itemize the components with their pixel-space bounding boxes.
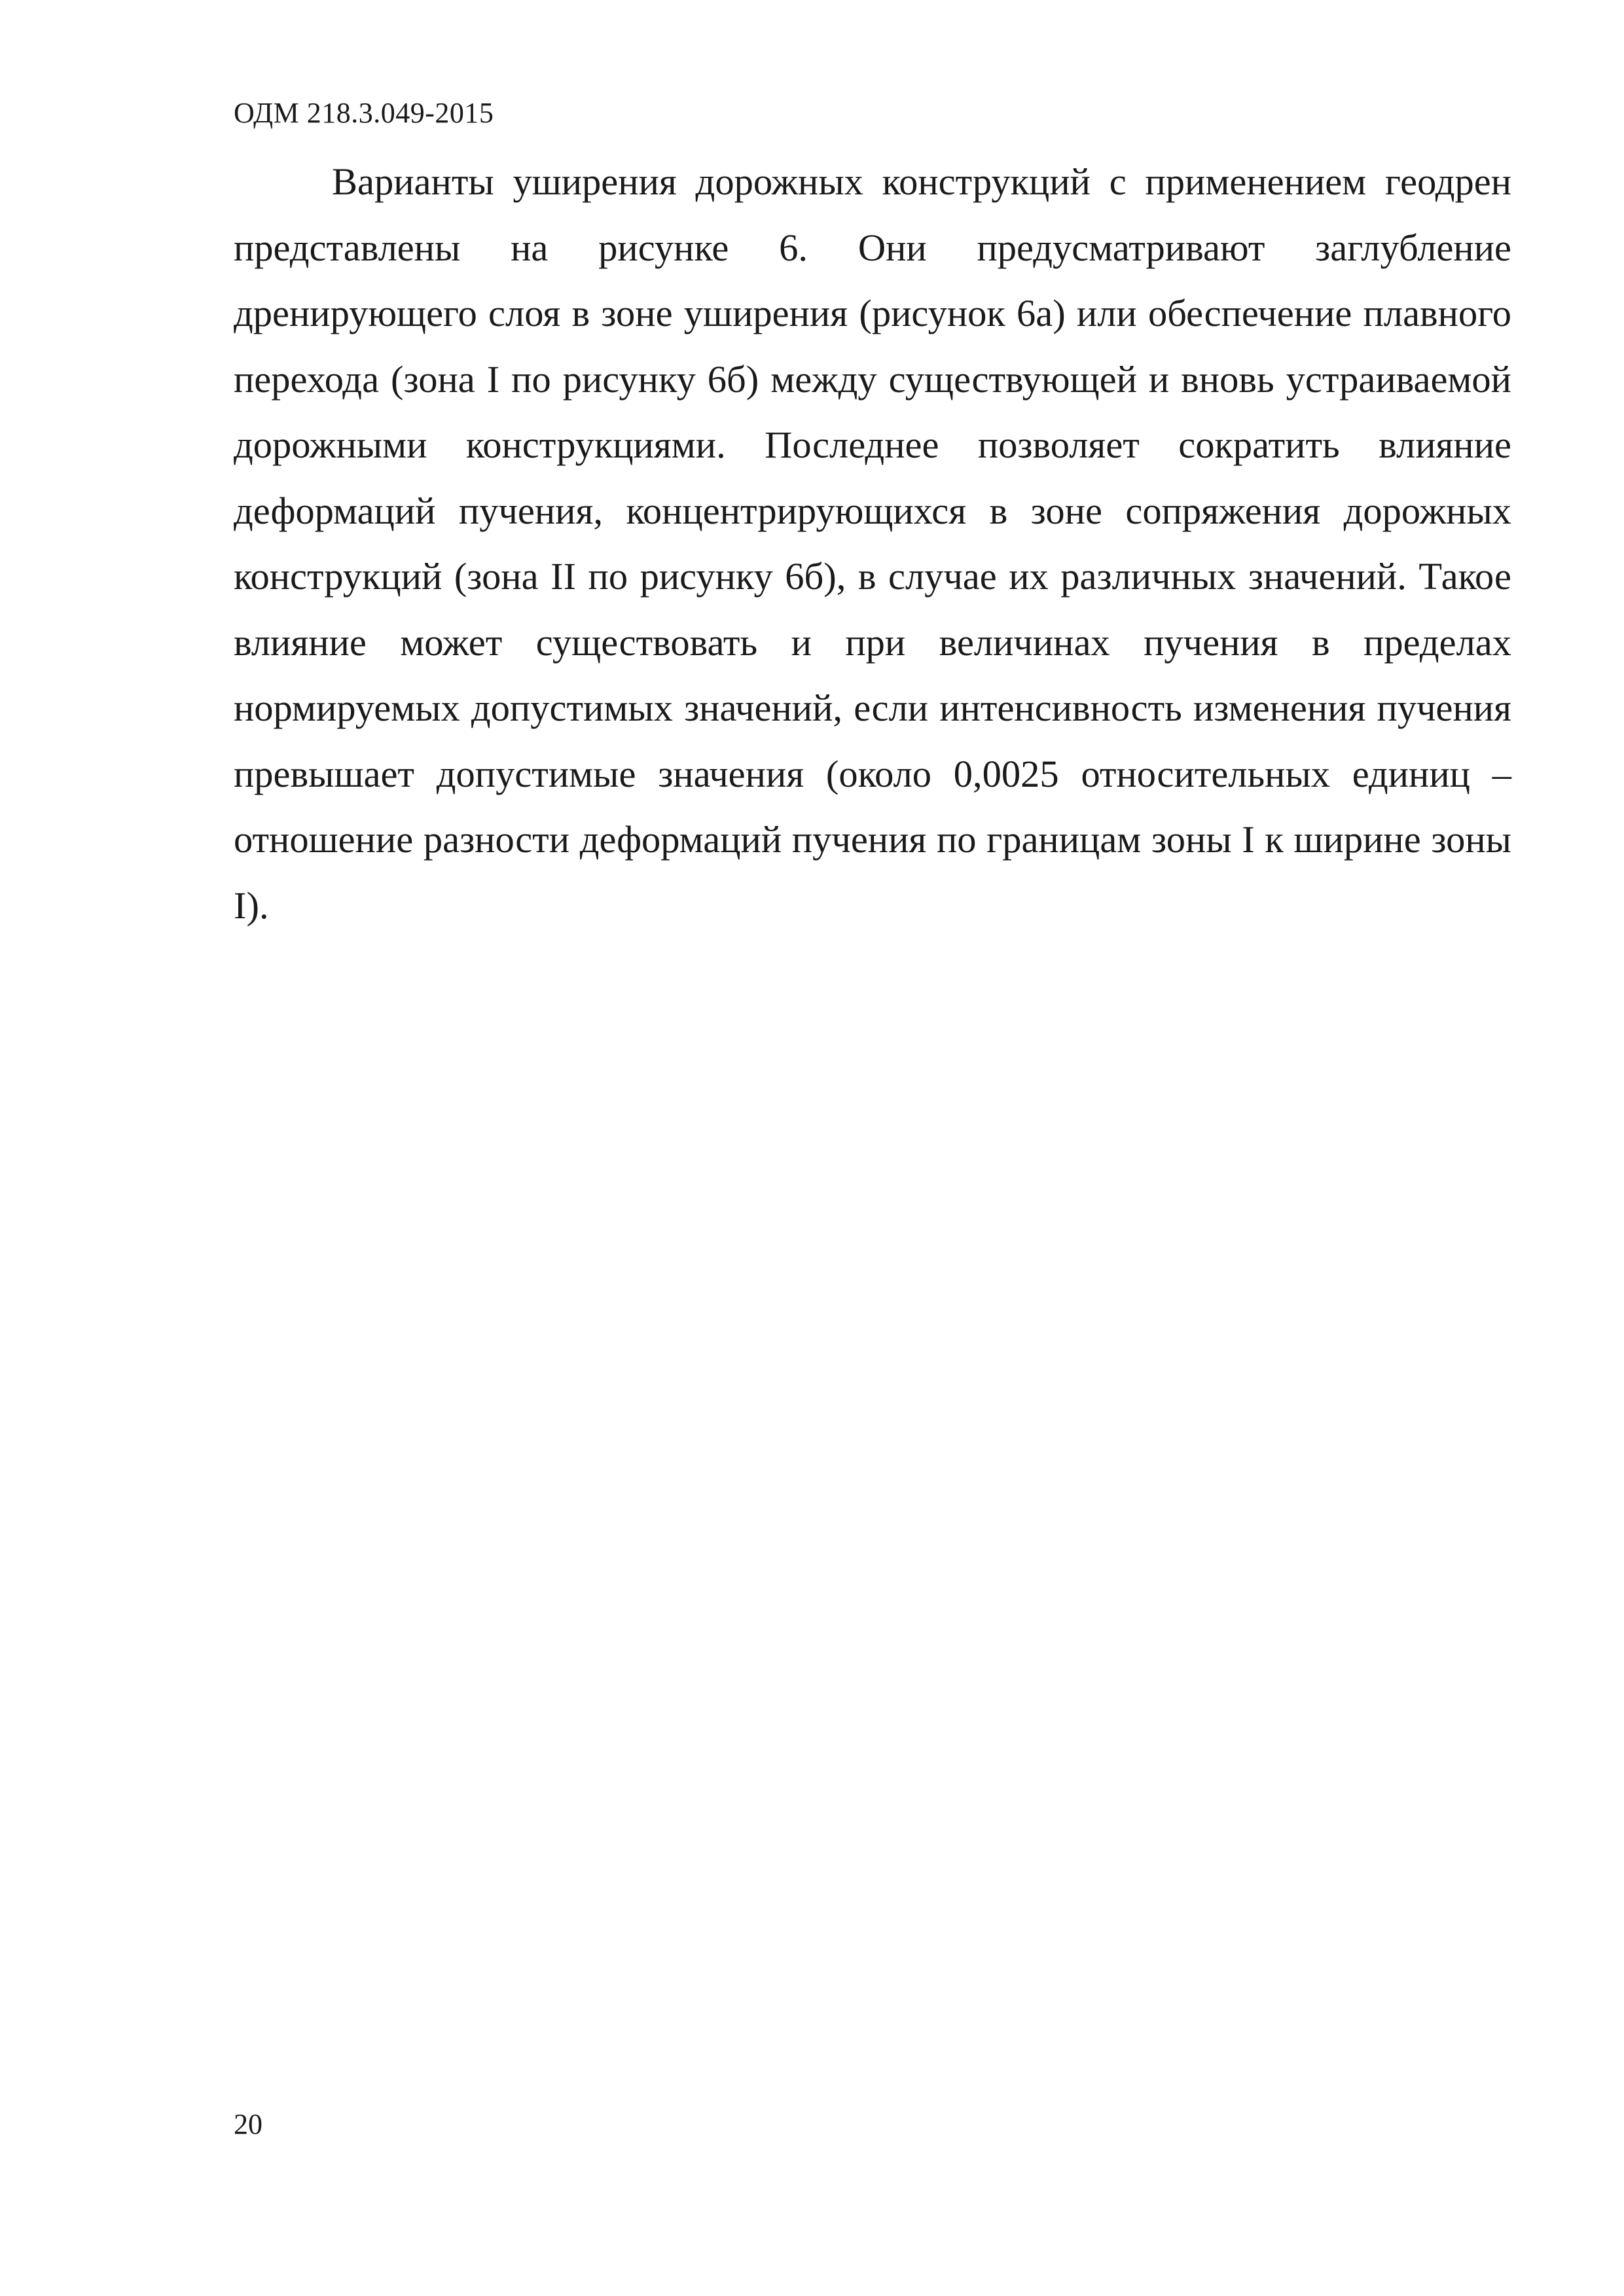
body-text [234, 149, 1511, 939]
main-paragraph: Варианты уширения дорожных конструкций с применением геодрен представлены на рисунке 6. Они предусматривают заглубление дренирующего слоя в зоне уширения (рисунок 6а) или обеспечение плавного перехода (зона I по рисунку 6б) между существующей и вновь устраиваемой дорожными конструкциями. Последнее позволяет сократить влияние деформаций пучения, концентрирующихся в зоне сопряжения дорожных конструкций (зона II по рисунку 6б), в случае их различных значений. Такое влияние может существовать и при величинах пучения в пределах нормируемых допустимых значений, если интенсивность изменения пучения превышает допустимые значения (около 0,0025 относительных единиц – отношение разности деформаций пучения по границам зоны I к ширине зоны I). [234, 160, 1511, 927]
document-code-header: ОДМ 218.3.049-2015 [234, 97, 494, 129]
page-number: 20 [234, 2108, 262, 2140]
